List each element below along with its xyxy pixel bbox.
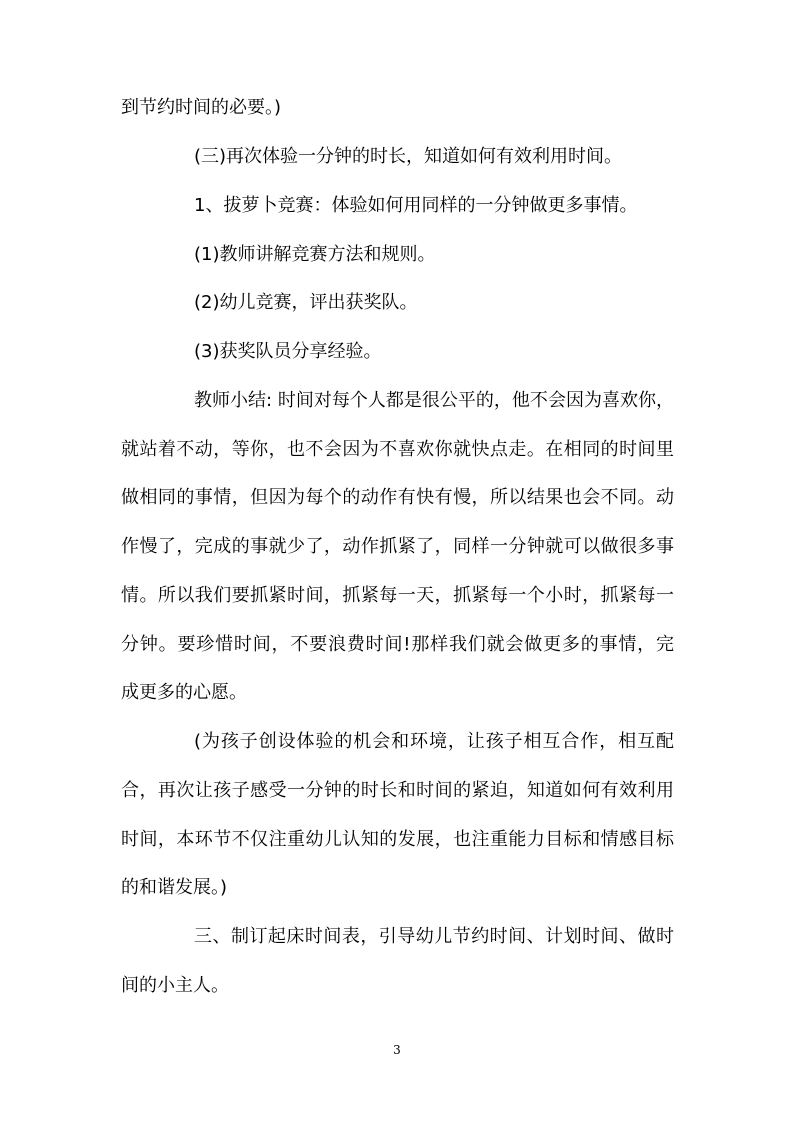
text-line: 合，再次让孩子感受一分钟的时长和时间的紧迫，知道如何有效利用	[121, 780, 674, 801]
text-line: (三)再次体验一分钟的时长，知道如何有效利用时间。	[194, 146, 623, 167]
text-line: 时间，本环节不仅注重幼儿认知的发展，也注重能力目标和情感目标	[121, 829, 674, 850]
text-line: (2)幼儿竞赛，评出获奖队。	[194, 292, 418, 313]
text-line: 就站着不动，等你，也不会因为不喜欢你就快点走。在相同的时间里	[121, 439, 674, 460]
text-line: (1)教师讲解竞赛方法和规则。	[194, 244, 436, 265]
page-number: 3	[393, 1043, 401, 1057]
text-line: 间的小主人。	[121, 975, 229, 996]
text-line: 1、拔萝卜竞赛：体验如何用同样的一分钟做更多事情。	[194, 195, 638, 216]
text-line: (为孩子创设体验的机会和环境，让孩子相互合作，相互配	[194, 731, 674, 752]
text-line: 作慢了，完成的事就少了，动作抓紧了，同样一分钟就可以做很多事	[121, 536, 674, 557]
text-line: 成更多的心愿。	[121, 682, 247, 703]
text-line: 分钟。要珍惜时间，不要浪费时间!那样我们就会做更多的事情，完	[121, 634, 674, 655]
text-line: 做相同的事情，但因为每个的动作有快有慢，所以结果也会不同。动	[121, 487, 674, 508]
text-line: (3)获奖队员分享经验。	[194, 341, 382, 362]
text-line: 情。所以我们要抓紧时间，抓紧每一天，抓紧每一个小时，抓紧每一	[121, 585, 674, 606]
text-line: 三、制订起床时间表，引导幼儿节约时间、计划时间、做时	[194, 926, 674, 947]
text-line: 到节约时间的必要。)	[121, 97, 282, 118]
text-line: 的和谐发展。)	[121, 877, 228, 898]
text-line: 教师小结: 时间对每个人都是很公平的，他不会因为喜欢你，	[194, 390, 674, 411]
